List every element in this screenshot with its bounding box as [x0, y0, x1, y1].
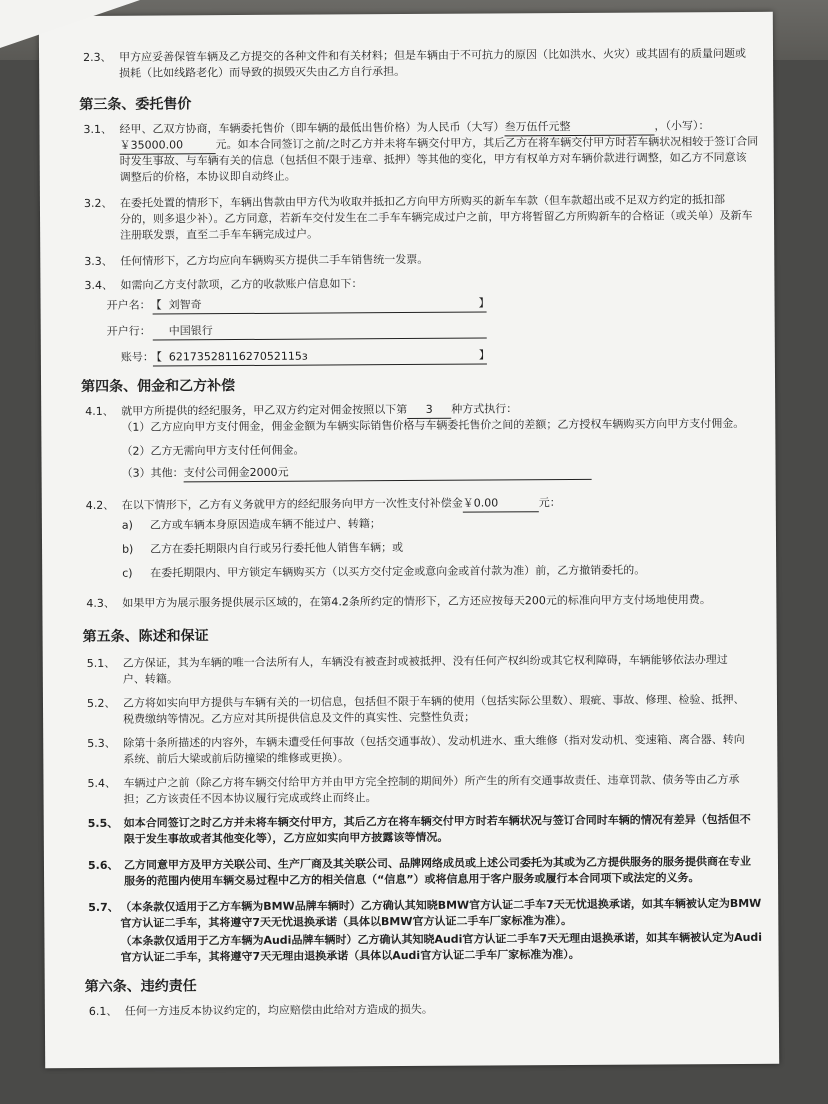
bracket-left: 【 — [150, 350, 162, 364]
item-key: b) — [122, 542, 134, 556]
clause-text: 时发生事故、与车辆有关的信息（包括但不限于违章、抵押）等其他的变化，甲方有权单方对车辆价款进行调整，如乙方不同意该 — [119, 150, 747, 168]
option-text: （2）乙方无需向甲方支付任何佣金。 — [121, 443, 305, 458]
clause-text: 任何一方违反本协议约定的，均应赔偿由此给对方造成的损失。 — [124, 1002, 433, 1018]
clause-text: 官方认证二手车，其将遵守7天无忧退换承诺（具体以BMW官方认证二手车厂家标准为准）。 — [120, 914, 572, 930]
clause-number: 3.4、 — [84, 278, 113, 292]
clause-text: 损耗（比如线路老化）而导致的损毁灭失由乙方自行承担。 — [119, 65, 406, 80]
clause-number: 3.2、 — [83, 196, 113, 210]
clause-number: 5.5、 — [87, 816, 119, 830]
clause-text: 调整后的价格，本协议即自动终止。 — [119, 169, 296, 184]
clause-text: 担；乙方该责任不因本协议履行完成或终止而终止。 — [123, 791, 377, 806]
clause-text: （本条款仅适用于乙方车辆为Audi品牌车辆时）乙方确认其知晓Audi官方认证二手车7天无理由退换承诺，如其车辆被认定为Audi — [120, 930, 763, 948]
clause-text: 除第十条所描述的内容外，车辆未遭受任何事故（包括交通事故）、发动机进水、重大维修（指对发动机、变速箱、离合器、转向 — [123, 732, 745, 750]
clause-text: 乙方保证，其为车辆的唯一合法所有人，车辆没有被查封或被抵押、没有任何产权纠纷或其它权利障碍，车辆能够依法办理过 — [122, 653, 728, 670]
clause-number: 5.6、 — [87, 858, 119, 872]
account-holder-label: 开户名： — [106, 298, 151, 312]
option-text: （3）其他：支付公司佣金2000元 — [122, 463, 592, 483]
item-text: 乙方或车辆本身原因造成车辆不能过户、转籍； — [149, 517, 381, 532]
clause-number: 5.1、 — [86, 656, 116, 670]
clause-text: 注册联发票，直至二手车车辆完成过户。 — [120, 227, 319, 242]
bracket-left: 【 — [150, 298, 162, 312]
folded-paper-corner — [0, 0, 140, 48]
clause-text: ￥35000.00 元。如本合同签订之前/之时乙方并未将车辆交付甲方，其后乙方在将车辆交付甲方时若车辆状况相较于签订合同 — [120, 134, 759, 155]
clause-text: 如需向乙方支付款项，乙方的收款账户信息如下： — [120, 277, 363, 292]
price-number-field: ￥35000.00 — [120, 137, 216, 155]
clause-number: 3.1、 — [83, 122, 113, 136]
item-key: c) — [122, 566, 133, 580]
item-text: 乙方在委托期限内自行或另行委托他人销售车辆；或 — [150, 541, 404, 556]
clause-number: 4.1、 — [85, 404, 114, 418]
section-title: 第五条、陈述和保证 — [82, 628, 209, 645]
section-title: 第三条、委托售价 — [79, 96, 192, 114]
clause-number: 5.4、 — [87, 776, 117, 790]
clause-number: 4.2、 — [85, 498, 115, 512]
clause-text: 官方认证二手车，其将遵守7天无理由退换承诺（具体以Audi官方认证二手车厂家标准为准）。 — [120, 947, 580, 964]
other-commission-field: 支付公司佣金2000元 — [184, 463, 592, 482]
account-number-value: 6217352811627052115з — [168, 349, 308, 364]
bracket-right: 】 — [478, 348, 490, 362]
contract-page — [39, 12, 779, 1068]
bracket-right: 】 — [478, 296, 490, 310]
clause-text: 如本合同签订之时乙方并未将车辆交付甲方，其后乙方在将车辆交付甲方时若车辆状况与签订合同时车辆的情况有差异（包括但不 — [123, 812, 751, 830]
clause-text: 税费缴纳等情况。乙方应对其所提供信息及文件的真实性、完整性负责； — [123, 710, 476, 726]
clause-text: 乙方同意甲方及甲方关联公司、生产厂商及其关联公司、品牌网络成员或上述公司委托为其或为乙方提供服务的服务提供商在专业 — [123, 854, 752, 872]
clause-number: 3.3、 — [84, 254, 113, 268]
clause-text: （本条款仅适用于乙方车辆为BMW品牌车辆时）乙方确认其知晓BMW官方认证二手车7天无忧退换承诺，如其车辆被认定为BMW — [120, 896, 762, 914]
commission-option-field: 3 — [407, 402, 451, 419]
bank-label: 开户行： — [106, 324, 151, 338]
bank-value: 中国银行 — [168, 324, 213, 338]
clause-text: 就甲方所提供的经纪服务，甲乙双方约定对佣金按照以下第 3 种方式执行： — [121, 402, 518, 418]
clause-number: 5.7、 — [88, 900, 119, 914]
clause-text: 经甲、乙双方协商，车辆委托售价（即车辆的最低出售价格）为人民币（大写）叁万伍仟元整 ，（小写）： — [119, 119, 710, 136]
item-key: a) — [121, 518, 133, 532]
clause-text: 在委托处置的情形下，车辆出售款由甲方代为收取并抵扣乙方向甲方所购买的新车车款（但车款超出或不足双方约定的抵扣部 — [119, 193, 725, 210]
clause-text: 户、转籍。 — [122, 672, 178, 686]
price-chinese-field: 叁万伍仟元整 — [504, 118, 654, 136]
clause-number: 4.3、 — [86, 596, 115, 610]
clause-text: 限于发生事故或者其他变化等），乙方应如实向甲方披露该等情况。 — [123, 830, 449, 846]
clause-number: 6.1、 — [88, 1004, 118, 1018]
clause-number: 5.2、 — [86, 696, 116, 710]
underline — [153, 312, 487, 315]
clause-text: 在以下情形下，乙方有义务就甲方的经纪服务向甲方一次性支付补偿金￥0.00 元： — [121, 496, 561, 512]
clause-text: 如果甲方为展示服务提供展示区域的，在第4.2条所约定的情形下，乙方还应按每天200元的标准向甲方支付场地使用费。 — [122, 593, 711, 610]
account-number-label: 账号： — [120, 350, 154, 364]
clause-text: 服务的范围内使用车辆交易过程中乙方的相关信息（“信息”）或将信息用于客户服务或履行本合同项下或法定的义务。 — [124, 871, 700, 888]
option-text: （1）乙方应向甲方支付佣金，佣金金额为车辆实际销售价格与车辆委托售价之间的差额；乙方授权车辆购买方向甲方支付佣金。 — [121, 416, 745, 434]
clause-number: 2.3、 — [83, 50, 112, 64]
section-title: 第六条、违约责任 — [84, 978, 197, 995]
account-holder-value: 刘智奇 — [168, 298, 202, 312]
clause-text: 甲方应妥善保管车辆及乙方提交的各种文件和有关材料；但是车辆由于不可抗力的原因（比如洪水、火灾）或其固有的质量问题或 — [119, 46, 747, 64]
clause-text: 乙方将如实向甲方提供与车辆有关的一切信息，包括但不限于车辆的使用（包括实际公里数）、瑕疵、事故、修理、检验、抵押、 — [122, 692, 745, 710]
section-title: 第四条、佣金和乙方补偿 — [81, 378, 236, 396]
clause-text: 车辆过户之前（除乙方将车辆交付给甲方并由甲方完全控制的期间外）所产生的所有交通事故责任、违章罚款、债务等由乙方承 — [123, 772, 740, 790]
clause-text: 分的，则多退少补）。乙方同意，若新车交付发生在二手车车辆完成过户之前，甲方将暂留乙方所购新车的合格证（或关单）及新车 — [119, 208, 753, 226]
clause-text: 系统、前后大梁或前后防撞梁的维修或更换）。 — [123, 751, 349, 766]
item-text: 在委托期限内、甲方锁定车辆购买方（以买方交付定金或意向金或首付款为准）前，乙方撤销委托的。 — [150, 563, 646, 580]
compensation-field: ￥0.00 — [463, 495, 539, 512]
clause-number: 5.3、 — [87, 736, 116, 750]
clause-text: 任何情形下，乙方均应向车辆购买方提供二手车销售统一发票。 — [120, 252, 429, 268]
